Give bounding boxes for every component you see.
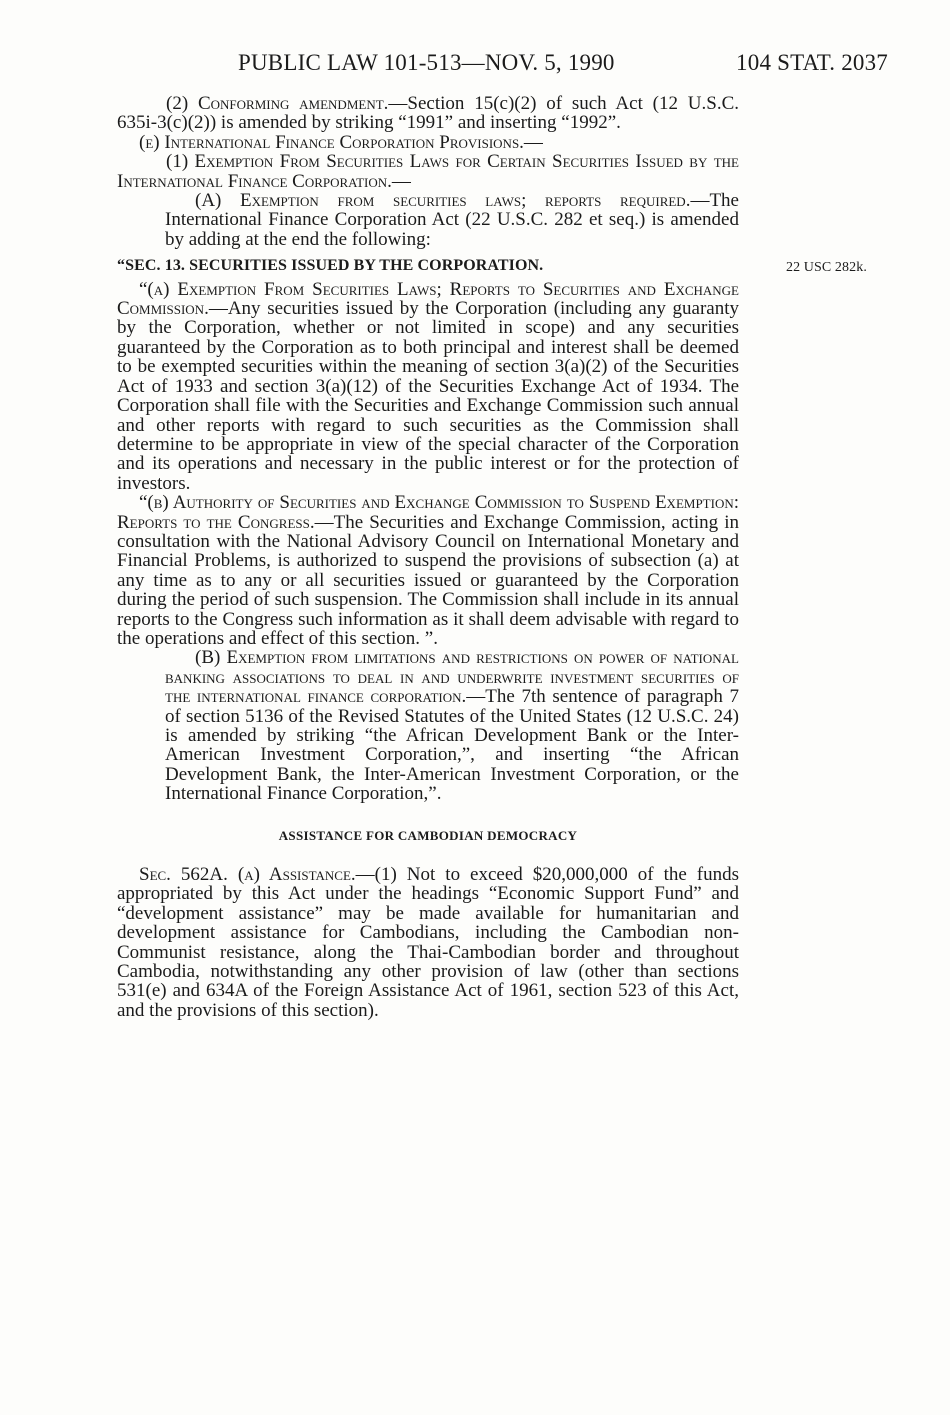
subsection-label: (a) Assistance.	[237, 864, 356, 886]
paragraph-text: —Any securities issued by the Corporation (including any guaranty by the Corporation, whether or not limited in scope) and any securities guaranteed by the Corporation as to both principal and interest shall be deemed to be exempted securities within the meaning of section 3(a)(2) of the Securities Act of 1933 and section 3(a)(12) of the Securities Exchange Act of 1934. The Corporation shall file with the Securities and Exchange Commission such annual and other reports with regard to such securities as the Commission shall determine to be appropriate in view of the special character of the Corporation and its operations and necessary in the public interest or for the protection of investors.	[117, 298, 739, 494]
paragraph-text: —The International Finance Corporation Act (22 U.S.C. 282 et seq.) is amended by adding at the end the following:	[165, 190, 739, 250]
paragraph-label: (e) International Finance Corporation Provisions.	[139, 131, 524, 153]
paragraph-text: —The 7th sentence of paragraph 7 of section 5136 of the Revised Statutes of the United States (12 U.S.C. 24) is amended by striking “the African Development Bank or the Inter-American Investment Corporation,”, and inserting “the African Development Bank, the Inter-American Investment Corporation, or the International Finance Corporation,”.	[165, 686, 739, 805]
paragraph-label: (B) Exemption from limitations and restrictions on power of national banking associations to deal in and underwrite investment securities of the international finance corporation.	[165, 647, 739, 708]
margin-citation: 22 USC 282k.	[786, 260, 867, 276]
paragraph-ifc-provisions	[117, 133, 739, 152]
paragraph-label: (1) Exemption From Securities Laws for Certain Securities Issued by the International Finance Corporation.	[117, 151, 739, 192]
section-label: Sec. 562A.	[139, 864, 228, 886]
center-heading-cambodia: ASSISTANCE FOR CAMBODIAN DEMOCRACY	[278, 827, 578, 843]
paragraph-label: “(a) Exemption From Securities Laws; Reports to Securities and Exchange Commission.	[117, 278, 739, 320]
paragraph-subsection-a	[117, 280, 739, 493]
section-13-heading	[117, 256, 867, 276]
paragraph-text: —	[391, 170, 411, 192]
running-header	[0, 50, 950, 80]
paragraph-subparagraph-a	[117, 191, 739, 249]
paragraph-subsection-b	[117, 493, 739, 648]
section-heading-text: “SEC. 13. SECURITIES ISSUED BY THE CORPORATION.	[117, 257, 544, 275]
header-stat-page: 104 STAT. 2037	[736, 50, 888, 75]
paragraph-text: —(1) Not to exceed $20,000,000 of the funds appropriated by this Act under the headings “Economic Support Fund” and “development assistance” may be made available for humanitarian and development assistance for Cambodians, including the Cambodian non-Communist resistance, along the Thai-Cambodian border and throughout Cambodia, notwithstanding any other provision of law (other than sections 531(e) and 634A of the Foreign Assistance Act of 1961, section 523 of this Act, and the provisions of this section).	[117, 864, 739, 1021]
paragraph-text: —	[523, 131, 543, 153]
header-title: PUBLIC LAW 101-513—NOV. 5, 1990	[238, 50, 615, 75]
paragraph-conforming-amendment	[117, 94, 739, 133]
paragraph-sec-562a	[117, 865, 739, 1020]
paragraph-label: (2) Conforming amendment.	[166, 93, 389, 114]
paragraph-exemption-securities-laws	[117, 152, 739, 191]
paragraph-subparagraph-b	[117, 648, 739, 803]
paragraph-label: “(b) Authority of Securities and Exchange Commission to Suspend Exemption: Reports to the Congress.	[117, 492, 739, 533]
paragraph-text: —The Securities and Exchange Commission, acting in consultation with the National Advisory Council on International Monetary and Financial Problems, is authorized to suspend the provisions of subsection (a) at any time as to any or all securities issued or guaranteed by the Corporation during the period of such suspension. The Commission shall include in its annual reports to the Congress such information as it shall deem advisable with regard to the operations and effect of this section. ”.	[117, 511, 739, 649]
page-body	[117, 93, 867, 1021]
paragraph-text: —Section 15(c)(2) of such Act (12 U.S.C. 635i-3(c)(2)) is amended by striking “1991” and inserting “1992”.	[117, 93, 739, 134]
paragraph-label: (A) Exemption from securities laws; reports required.	[195, 190, 691, 212]
